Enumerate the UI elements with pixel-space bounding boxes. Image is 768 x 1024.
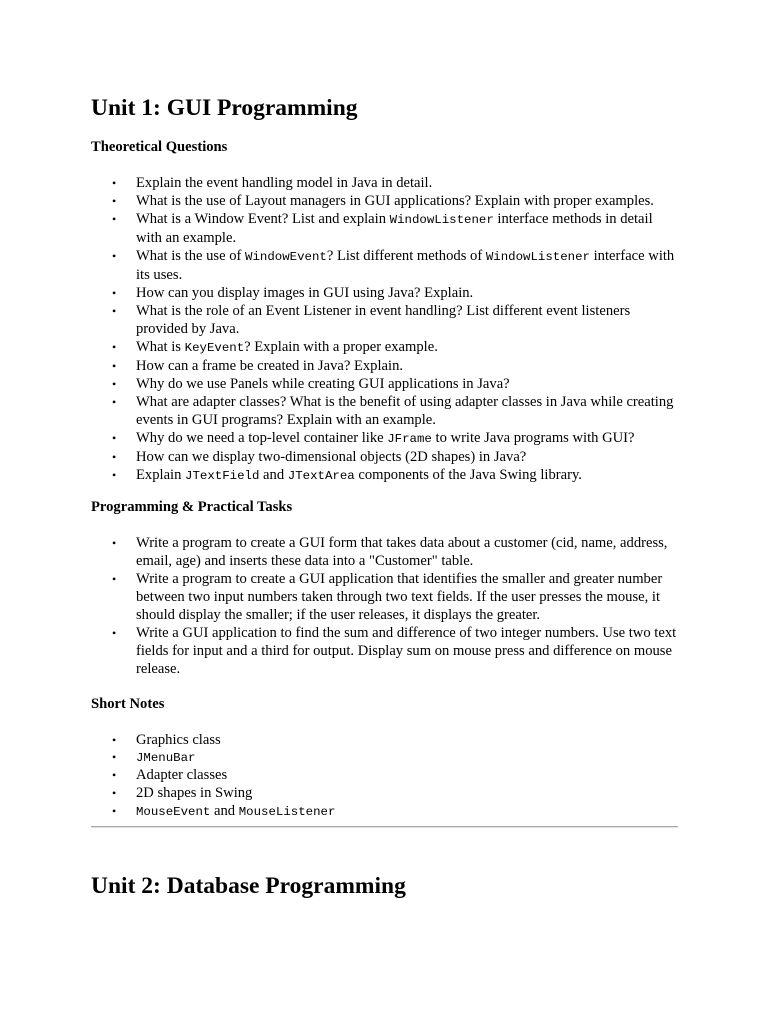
bullet-icon: • bbox=[112, 733, 117, 747]
list-item bbox=[91, 192, 681, 210]
bullet-icon: • bbox=[112, 377, 117, 391]
bullet-icon: • bbox=[112, 450, 117, 464]
inline-code: WindowEvent bbox=[245, 250, 327, 264]
item-text: What is a Window Event? List and explain bbox=[136, 211, 390, 227]
bullet-icon: • bbox=[112, 194, 117, 208]
list-item bbox=[91, 284, 681, 302]
theoretical-questions-heading: Theoretical Questions bbox=[91, 139, 228, 155]
list-item bbox=[91, 210, 681, 247]
item-text: What is bbox=[136, 339, 185, 355]
inline-code: JFrame bbox=[387, 432, 432, 446]
bullet-icon: • bbox=[112, 768, 117, 782]
bullet-icon: • bbox=[112, 536, 117, 550]
theoretical-questions-list bbox=[91, 174, 681, 485]
bullet-icon: • bbox=[112, 212, 117, 226]
item-text: 2D shapes in Swing bbox=[136, 785, 253, 801]
inline-code: JMenuBar bbox=[136, 751, 196, 765]
bullet-icon: • bbox=[112, 395, 117, 409]
short-notes-heading: Short Notes bbox=[91, 696, 165, 712]
list-item bbox=[91, 429, 681, 448]
bullet-icon: • bbox=[112, 286, 117, 300]
list-item bbox=[91, 784, 681, 802]
practical-tasks-list bbox=[91, 534, 681, 678]
item-text: What are adapter classes? What is the benefit of using adapter classes in Java while creating events in GUI programs? Explain with an example. bbox=[136, 394, 674, 428]
inline-code: WindowListener bbox=[389, 213, 494, 227]
item-text: Why do we need a top-level container like bbox=[136, 430, 388, 446]
item-text: and bbox=[210, 803, 239, 819]
inline-code: KeyEvent bbox=[184, 341, 245, 355]
list-item bbox=[91, 393, 681, 429]
item-text: Graphics class bbox=[136, 732, 221, 748]
item-text: Why do we use Panels while creating GUI applications in Java? bbox=[136, 376, 510, 392]
list-item bbox=[91, 174, 681, 192]
bullet-icon: • bbox=[112, 176, 117, 190]
bullet-icon: • bbox=[112, 572, 117, 586]
short-notes-list bbox=[91, 731, 681, 821]
bullet-icon: • bbox=[112, 249, 117, 263]
item-text: What is the role of an Event Listener in event handling? List different event listeners provided by Java. bbox=[136, 303, 631, 337]
inline-code: JTextArea bbox=[287, 469, 355, 483]
list-item bbox=[91, 534, 681, 570]
list-item bbox=[91, 357, 681, 375]
bullet-icon: • bbox=[112, 359, 117, 373]
list-item bbox=[91, 624, 681, 678]
item-text: How can a frame be created in Java? Explain. bbox=[136, 358, 404, 374]
list-item bbox=[91, 302, 681, 338]
bullet-icon: • bbox=[112, 468, 117, 482]
item-text: What is the use of Layout managers in GUI applications? Explain with proper examples. bbox=[136, 193, 654, 209]
list-item bbox=[91, 466, 681, 485]
item-text: Write a program to create a GUI form that takes data about a customer (cid, name, address, email, age) and inserts these data into a "Customer" table. bbox=[136, 535, 668, 569]
unit2-title: Unit 2: Database Programming bbox=[91, 873, 406, 899]
item-text: How can you display images in GUI using Java? Explain. bbox=[136, 285, 474, 301]
list-item bbox=[91, 749, 681, 766]
unit1-title: Unit 1: GUI Programming bbox=[91, 95, 358, 121]
item-text: interface methods in detail with an example. bbox=[136, 211, 653, 246]
list-item bbox=[91, 375, 681, 393]
bullet-icon: • bbox=[112, 750, 117, 764]
list-item bbox=[91, 731, 681, 749]
item-text: How can we display two-dimensional objects (2D shapes) in Java? bbox=[136, 449, 527, 465]
item-text: interface with its uses. bbox=[136, 248, 675, 283]
item-text: ? List different methods of bbox=[326, 248, 486, 264]
item-text: Explain the event handling model in Java in detail. bbox=[136, 175, 433, 191]
section-divider bbox=[91, 826, 678, 828]
bullet-icon: • bbox=[112, 431, 117, 445]
bullet-icon: • bbox=[112, 340, 117, 354]
item-text: components of the Java Swing library. bbox=[354, 467, 582, 483]
practical-tasks-heading: Programming & Practical Tasks bbox=[91, 499, 293, 515]
item-text: ? Explain with a proper example. bbox=[244, 339, 438, 355]
item-text: Write a GUI application to find the sum and difference of two integer numbers. Use two text fields for input and a third for output. Display sum on mouse press and difference on mouse release. bbox=[136, 625, 677, 677]
list-item bbox=[91, 448, 681, 466]
item-text: Explain bbox=[136, 467, 186, 483]
item-text: Write a program to create a GUI application that identifies the smaller and greater number between two input numbers taken through two text fields. If the user presses the mouse, it should display the smaller; if the user releases, it displays the greater. bbox=[136, 571, 663, 623]
list-item bbox=[91, 570, 681, 624]
inline-code: MouseListener bbox=[238, 805, 336, 819]
bullet-icon: • bbox=[112, 304, 117, 318]
item-text: and bbox=[259, 467, 288, 483]
bullet-icon: • bbox=[112, 626, 117, 640]
item-text: to write Java programs with GUI? bbox=[431, 430, 635, 446]
list-item bbox=[91, 802, 681, 821]
list-item bbox=[91, 766, 681, 784]
bullet-icon: • bbox=[112, 804, 117, 818]
inline-code: WindowListener bbox=[485, 250, 590, 264]
inline-code: JTextField bbox=[185, 469, 260, 483]
list-item bbox=[91, 247, 681, 284]
inline-code: MouseEvent bbox=[136, 805, 211, 819]
item-text: What is the use of bbox=[136, 248, 246, 264]
item-text: Adapter classes bbox=[136, 767, 228, 783]
bullet-icon: • bbox=[112, 786, 117, 800]
list-item bbox=[91, 338, 681, 357]
